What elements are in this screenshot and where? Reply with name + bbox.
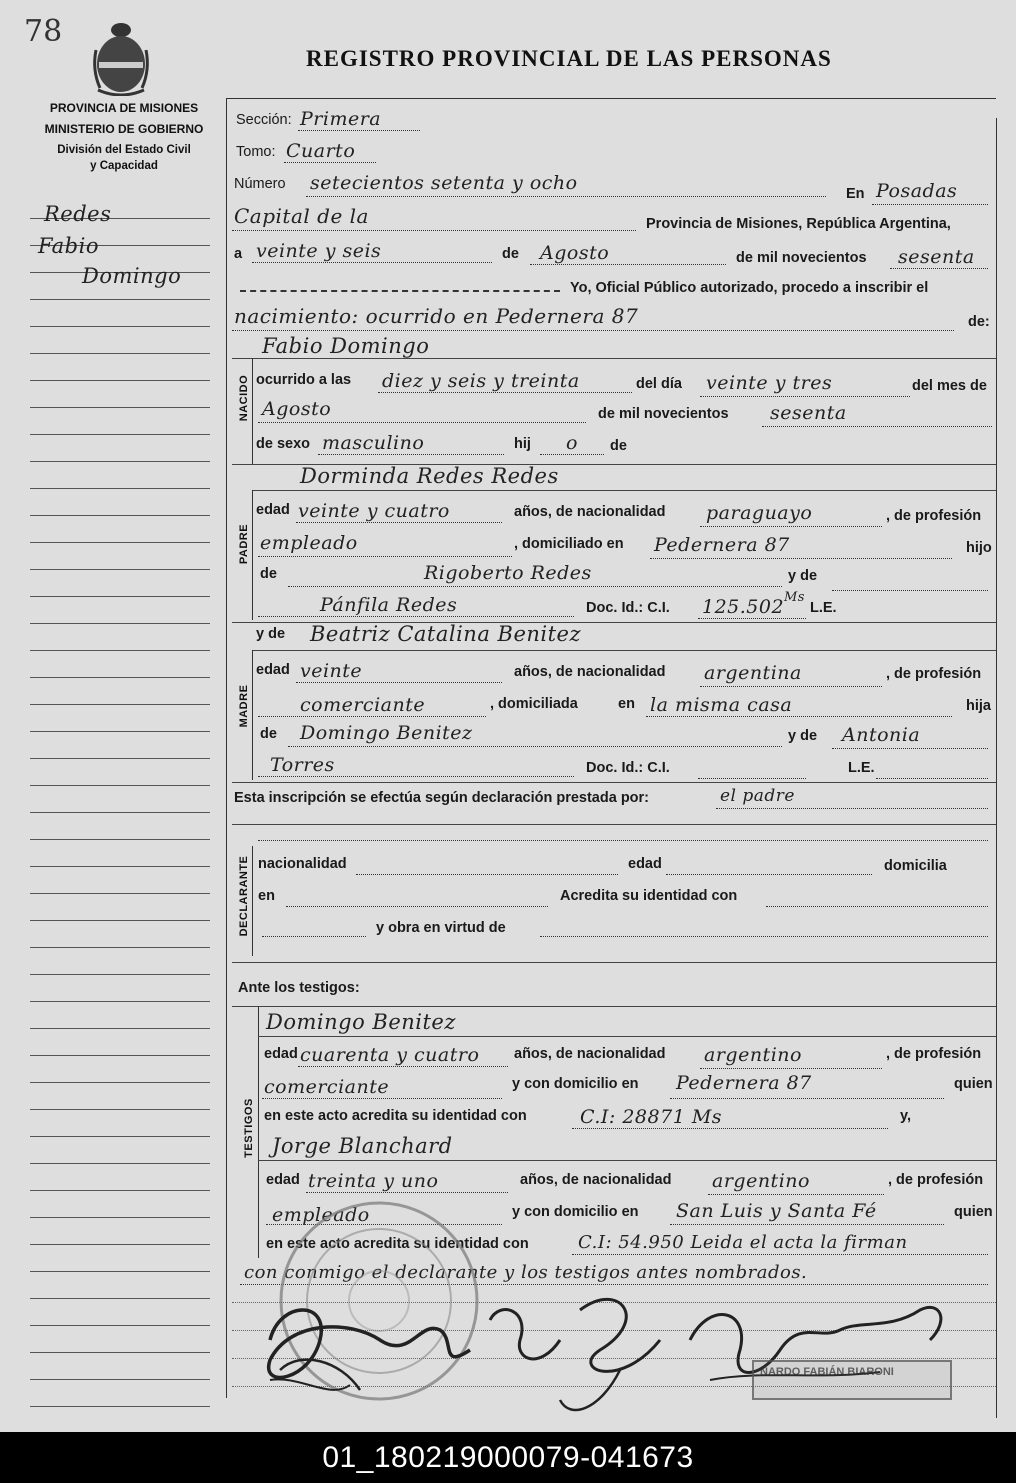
padre-de-label: de (260, 566, 277, 582)
abuela-p-line (258, 616, 574, 617)
main-frame-right (996, 118, 997, 1418)
padre-prof-line (258, 556, 512, 557)
madre-prof-value: comerciante (300, 694, 426, 716)
margin-name-first: Fabio (38, 234, 99, 258)
hij-suffix-value: o (566, 432, 578, 454)
abuelo-p-value: Rigoberto Redes (424, 562, 592, 584)
margin-rule-line (30, 1244, 210, 1245)
margin-rule-line (30, 866, 210, 867)
decl-obra-line (540, 936, 988, 937)
provincia-label: Provincia de Misiones, República Argentina, (646, 216, 951, 232)
margin-rule-line (30, 1136, 210, 1137)
madre-y-de-label-2: y de (788, 728, 818, 744)
margin-rule-line (30, 326, 210, 327)
t1-nac-line (700, 1068, 882, 1069)
padre-nac-label: años, de nacionalidad (514, 504, 666, 520)
signature-scribbles-icon (240, 1280, 980, 1430)
dia-line (252, 262, 492, 263)
margin-rule-line (30, 380, 210, 381)
margin-rule-line (30, 542, 210, 543)
margin-rule-line (30, 812, 210, 813)
capital-value: Capital de la (234, 204, 369, 228)
abuela-m-value-1: Antonia (842, 724, 921, 746)
padre-ci-suffix: Ms (784, 590, 805, 605)
margin-rule-line (30, 461, 210, 462)
margin-rule-line (30, 1325, 210, 1326)
t2-edad-value: treinta y uno (308, 1170, 439, 1192)
footer-id: 01_180219000079-041673 (0, 1432, 1016, 1483)
decl-edad-label: edad (628, 856, 662, 872)
madre-nac-label: años, de nacionalidad (514, 664, 666, 680)
declarante-value: el padre (720, 786, 795, 806)
cierre-value: con conmigo el declarante y los testigos antes nombrados. (244, 1262, 808, 1283)
numero-label: Número (234, 176, 286, 192)
madre-le-label: L.E. (848, 760, 875, 776)
t2-quien-label: quien (954, 1204, 993, 1220)
testigo2-name-line (258, 1160, 996, 1161)
hijo-label: hijo (966, 540, 992, 556)
margin-rule-line (30, 569, 210, 570)
margin-rule-line (30, 731, 210, 732)
ano-line (890, 268, 988, 269)
margin-rule-line (30, 1217, 210, 1218)
t1-dom-label: y con domicilio en (512, 1076, 639, 1092)
nacimiento-value: nacimiento: ocurrido en Pedernera 87 (234, 304, 639, 328)
padre-y-de-line (832, 590, 988, 591)
declarante-top (232, 824, 996, 825)
nacido-top (232, 358, 996, 359)
nacimiento-line (232, 330, 954, 331)
t2-nac-label: años, de nacionalidad (520, 1172, 672, 1188)
t1-acredita-label: en este acto acredita su identidad con (264, 1108, 527, 1124)
padre-edad-value: veinte y cuatro (298, 500, 450, 522)
margin-rule-line (30, 434, 210, 435)
t2-edad-line (306, 1192, 508, 1193)
margin-rule-line (30, 1190, 210, 1191)
madre-bar (252, 650, 253, 780)
margin-name-second: Domingo (82, 264, 182, 288)
declaracion-top (232, 782, 996, 783)
capital-line (232, 230, 636, 231)
margin-rule-line (30, 785, 210, 786)
t1-dom-line (670, 1098, 944, 1099)
hora-line (378, 392, 632, 393)
margin-rule-line (30, 623, 210, 624)
madre-de-label: de (260, 726, 277, 742)
mes-value: Agosto (540, 242, 610, 264)
t1-prof-label: , de profesión (886, 1046, 982, 1062)
abuela-m-line-2 (258, 776, 574, 777)
margin-rule-line (30, 1379, 210, 1380)
margin-rule-line (30, 758, 210, 759)
abuelo-m-line (288, 746, 782, 747)
main-frame-left (226, 98, 227, 1398)
tomo-line (284, 162, 376, 163)
ano-value: sesenta (898, 246, 975, 268)
padre-bar (252, 490, 253, 620)
t2-acredita-label: en este acto acredita su identidad con (266, 1236, 529, 1252)
seccion-label: Sección: (236, 112, 292, 128)
margin-rule-line (30, 407, 210, 408)
margin-rule-line (30, 1055, 210, 1056)
mes-nac-line (258, 422, 586, 423)
madre-prof-line (258, 716, 486, 717)
tomo-label: Tomo: (236, 144, 276, 160)
margin-rule-line (30, 1406, 210, 1407)
en-label: En (846, 186, 865, 202)
margin-name-surname: Redes (44, 202, 112, 226)
dia-nac-value: veinte y tres (706, 372, 833, 394)
abuela-m-line-1 (832, 748, 988, 749)
declarante-line (716, 808, 988, 809)
ministry-line-4: y Capacidad (90, 160, 158, 172)
hij-line (540, 454, 604, 455)
t1-prof-line (262, 1098, 502, 1099)
testigo1-name-line (258, 1036, 996, 1037)
margin-rule-line (30, 515, 210, 516)
margin-rule-line (30, 488, 210, 489)
padre-y-de-label: y de (788, 568, 818, 584)
decl-en-line (286, 906, 548, 907)
padre-nac-value: paraguayo (706, 502, 813, 524)
de-label-1: de (502, 246, 519, 262)
margin-rule-line (30, 650, 210, 651)
madre-nac-line (700, 686, 882, 687)
abuela-p-value: Pánfila Redes (320, 594, 458, 616)
mes-line (530, 264, 726, 265)
testigo1-nombre-value: Domingo Benitez (266, 1010, 456, 1034)
nacido-side-label: NACIDO (238, 374, 250, 422)
decl-acredita-line (766, 906, 988, 907)
declarante-side-label: DECLARANTE (238, 855, 250, 937)
nacido-bar (252, 358, 253, 464)
t2-ci-value: C.I: 54.950 Leida el acta la firman (578, 1232, 908, 1253)
abuela-m-value-2: Torres (270, 754, 335, 776)
madre-side-label: MADRE (238, 684, 250, 728)
t1-ci-value: C.I: 28871 Ms (580, 1106, 723, 1128)
padre-prof-label: , de profesión (886, 508, 982, 524)
de-label-2: de (610, 438, 627, 454)
padre-ci-line (698, 618, 806, 619)
abuelo-p-line (288, 586, 782, 587)
de-mil-label: de mil novecientos (736, 250, 867, 266)
lugar-line (872, 204, 988, 205)
oficial-label: Yo, Oficial Público autorizado, procedo a inscribir el (570, 280, 929, 296)
margin-rule-line (30, 1001, 210, 1002)
margin-rule-line (30, 1028, 210, 1029)
margin-rule-line (30, 1163, 210, 1164)
decl-obra-pre-line (262, 936, 366, 937)
padre-dom-label: , domiciliado en (514, 536, 624, 552)
margin-rule-line (30, 1271, 210, 1272)
numero-value: setecientos setenta y ocho (310, 172, 578, 194)
margin-rule-line (30, 704, 210, 705)
declarante-blank-line (258, 840, 988, 841)
testigos-divider (232, 962, 996, 963)
margin-rule-line (30, 947, 210, 948)
t2-dom-line (670, 1224, 944, 1225)
madre-edad-line (296, 682, 502, 683)
padre-doc-label: Doc. Id.: C.I. (586, 600, 670, 616)
padre-prof-value: empleado (260, 532, 358, 554)
decl-domicilia-label: domicilia (884, 858, 947, 874)
decl-acredita-label: Acredita su identidad con (560, 888, 738, 904)
del-mes-label: del mes de (912, 378, 987, 394)
t1-quien-label: quien (954, 1076, 993, 1092)
ano-nac-value: sesenta (770, 402, 847, 424)
dia-nac-line (700, 396, 910, 397)
margin-rule-line (30, 1352, 210, 1353)
madre-nombre-value: Beatriz Catalina Benitez (310, 622, 582, 646)
hora-value: diez y seis y treinta (382, 370, 580, 392)
t1-edad-label: edad (264, 1046, 298, 1062)
del-dia-label: del día (636, 376, 682, 392)
padre-le-label: L.E. (810, 600, 837, 616)
page-title: REGISTRO PROVINCIAL DE LAS PERSONAS (306, 46, 832, 71)
padre-dom-line (650, 558, 952, 559)
margin-rule-line (30, 596, 210, 597)
sexo-label: de sexo (256, 436, 310, 452)
t1-ci-line (572, 1128, 888, 1129)
filler-line (240, 290, 560, 292)
a-label: a (234, 246, 243, 262)
t1-dom-value: Pedernera 87 (676, 1072, 812, 1094)
t2-dom-label: y con domicilio en (512, 1204, 639, 1220)
hija-label: hija (966, 698, 991, 714)
main-frame-top (226, 98, 996, 99)
t2-dom-value: San Luis y Santa Fé (676, 1200, 877, 1222)
margin-rule-line (30, 974, 210, 975)
mes-nac-value: Agosto (262, 398, 332, 420)
t2-prof-value: empleado (272, 1204, 370, 1226)
madre-name-line (252, 650, 996, 651)
name-stamp-text: NARDO FABIÁN BIARONI (760, 1366, 894, 1378)
t2-edad-label: edad (266, 1172, 300, 1188)
padre-edad-line (296, 522, 502, 523)
sexo-line (318, 454, 504, 455)
testigos-top (232, 1006, 996, 1007)
testigo2-nombre-value: Jorge Blanchard (272, 1134, 453, 1158)
margin-rule-line (30, 299, 210, 300)
lugar-value: Posadas (876, 180, 958, 202)
decl-obra-label: y obra en virtud de (376, 920, 506, 936)
margin-rule-line (30, 893, 210, 894)
madre-nac-value: argentina (704, 662, 802, 684)
margin-rule-line (30, 1082, 210, 1083)
madre-dom-value: la misma casa (650, 694, 793, 716)
margin-rule-line (30, 839, 210, 840)
padre-nombre-value: Dorminda Redes Redes (300, 464, 559, 488)
abuelo-m-value: Domingo Benitez (300, 722, 473, 744)
padre-ci-value: 125.502 (702, 596, 785, 618)
margin-rule-line (30, 1298, 210, 1299)
padre-nac-line (700, 526, 882, 527)
madre-y-de-label: y de (256, 626, 286, 642)
numero-line (306, 196, 826, 197)
declarante-bar (252, 846, 253, 956)
t2-ci-line (572, 1254, 988, 1255)
ante-testigos-label: Ante los testigos: (238, 980, 360, 996)
margin-rule-line (30, 353, 210, 354)
padre-dom-value: Pedernera 87 (654, 534, 790, 556)
nombre-value: Fabio Domingo (262, 334, 430, 358)
madre-doc-label: Doc. Id.: C.I. (586, 760, 670, 776)
de-colon-label: de: (968, 314, 990, 330)
page-number: 78 (24, 14, 63, 49)
padre-side-label: PADRE (238, 523, 250, 565)
ministry-line-1: PROVINCIA DE MISIONES (49, 101, 199, 115)
ocurrido-label: ocurrido a las (256, 372, 352, 388)
t2-prof-label: , de profesión (888, 1172, 984, 1188)
sexo-value: masculino (322, 432, 425, 454)
decl-nac-label: nacionalidad (258, 856, 347, 872)
testigos-bar (258, 1006, 259, 1258)
madre-le-line (876, 778, 988, 779)
madre-prof-label: , de profesión (886, 666, 982, 682)
ministry-line-2: MINISTERIO DE GOBIERNO (44, 122, 204, 136)
seccion-line (298, 130, 420, 131)
padre-name-line (252, 490, 996, 491)
margin-rule-line (30, 677, 210, 678)
ministry-line-3: División del Estado Civil (57, 144, 191, 156)
t1-edad-line (298, 1066, 508, 1067)
testigos-side-label: TESTIGOS (243, 1098, 255, 1158)
name-stamp (752, 1360, 952, 1400)
tomo-value: Cuarto (286, 140, 356, 162)
madre-en-label: en (618, 696, 635, 712)
madre-dom-line (646, 716, 952, 717)
decl-edad-line (666, 874, 872, 875)
hij-label: hij (514, 436, 531, 452)
madre-dom-label: , domiciliada (490, 696, 578, 712)
t1-prof-value: comerciante (264, 1076, 390, 1098)
decl-nac-line (356, 874, 618, 875)
t1-nac-label: años, de nacionalidad (514, 1046, 666, 1062)
ano-nac-line (762, 426, 992, 427)
coat-of-arms-icon (88, 20, 154, 96)
margin-rule-line (30, 920, 210, 921)
madre-edad-value: veinte (300, 660, 363, 682)
madre-ci-line (698, 778, 806, 779)
t1-y-label: y, (900, 1108, 912, 1124)
decl-en-label: en (258, 888, 275, 904)
t2-nac-value: argentino (712, 1170, 810, 1192)
padre-edad-label: edad (256, 502, 290, 518)
t1-nac-value: argentino (704, 1044, 802, 1066)
seccion-value: Primera (300, 108, 382, 130)
madre-edad-label: edad (256, 662, 290, 678)
margin-rule-line (30, 1109, 210, 1110)
inscripcion-label: Esta inscripción se efectúa según declaración prestada por: (234, 790, 649, 806)
dia-value: veinte y seis (256, 240, 382, 262)
de-mil-label-2: de mil novecientos (598, 406, 729, 422)
t1-edad-value: cuarenta y cuatro (300, 1044, 480, 1066)
t2-nac-line (708, 1194, 884, 1195)
